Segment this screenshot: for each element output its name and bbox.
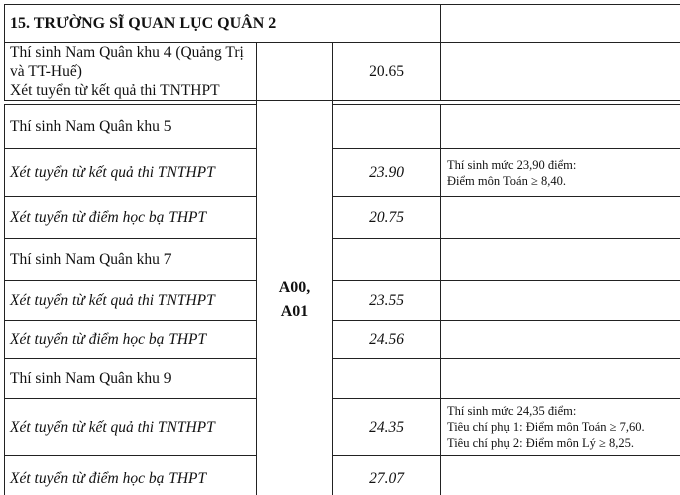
row-note: Thí sinh mức 23,90 điểm: Điểm môn Toán ≥ 8,40.: [440, 148, 680, 197]
row-note: [440, 455, 680, 495]
row-note: [440, 42, 680, 101]
row-score: 24.56: [332, 320, 441, 359]
row-score: [332, 358, 441, 399]
row-score: 27.07: [332, 455, 441, 495]
row-label: Thí sinh Nam Quân khu 5: [4, 104, 257, 149]
row-label: Xét tuyển từ điểm học bạ THPT: [4, 455, 257, 495]
row-score: 24.35: [332, 398, 441, 456]
row-score: [332, 238, 441, 281]
row-score: 20.75: [332, 196, 441, 239]
row-label: Xét tuyển từ điểm học bạ THPT: [4, 320, 257, 359]
row-label: Xét tuyển từ kết quả thi TNTHPT: [4, 280, 257, 321]
row-label: Thí sinh Nam Quân khu 9: [4, 358, 257, 399]
row-score: 20.65: [332, 42, 441, 101]
row-score: 23.90: [332, 148, 441, 197]
row-note: [440, 358, 680, 399]
section-title: 15. TRƯỜNG SĨ QUAN LỤC QUÂN 2: [4, 4, 441, 43]
row-note: [440, 280, 680, 321]
row-label: Xét tuyển từ kết quả thi TNTHPT: [4, 398, 257, 456]
row-score: 23.55: [332, 280, 441, 321]
row-label: Thí sinh Nam Quân khu 4 (Quảng Trị và TT-Huế) Xét tuyển từ kết quả thi TNTHPT: [4, 42, 257, 101]
row-note: [440, 104, 680, 149]
row-note: [440, 320, 680, 359]
row-note: Thí sinh mức 24,35 điểm: Tiêu chí phụ 1: Điểm môn Toán ≥ 7,60. Tiêu chí phụ 2: Điểm môn Lý ≥ 8,25.: [440, 398, 680, 456]
row-label: Thí sinh Nam Quân khu 7: [4, 238, 257, 281]
subject-group-cell: A00, A01: [256, 100, 333, 495]
row-label: Xét tuyển từ điểm học bạ THPT: [4, 196, 257, 239]
row-note: [440, 238, 680, 281]
header-empty-cell: [440, 4, 680, 43]
row-note: [440, 196, 680, 239]
row-label: Xét tuyển từ kết quả thi TNTHPT: [4, 148, 257, 197]
row-score: [332, 104, 441, 149]
